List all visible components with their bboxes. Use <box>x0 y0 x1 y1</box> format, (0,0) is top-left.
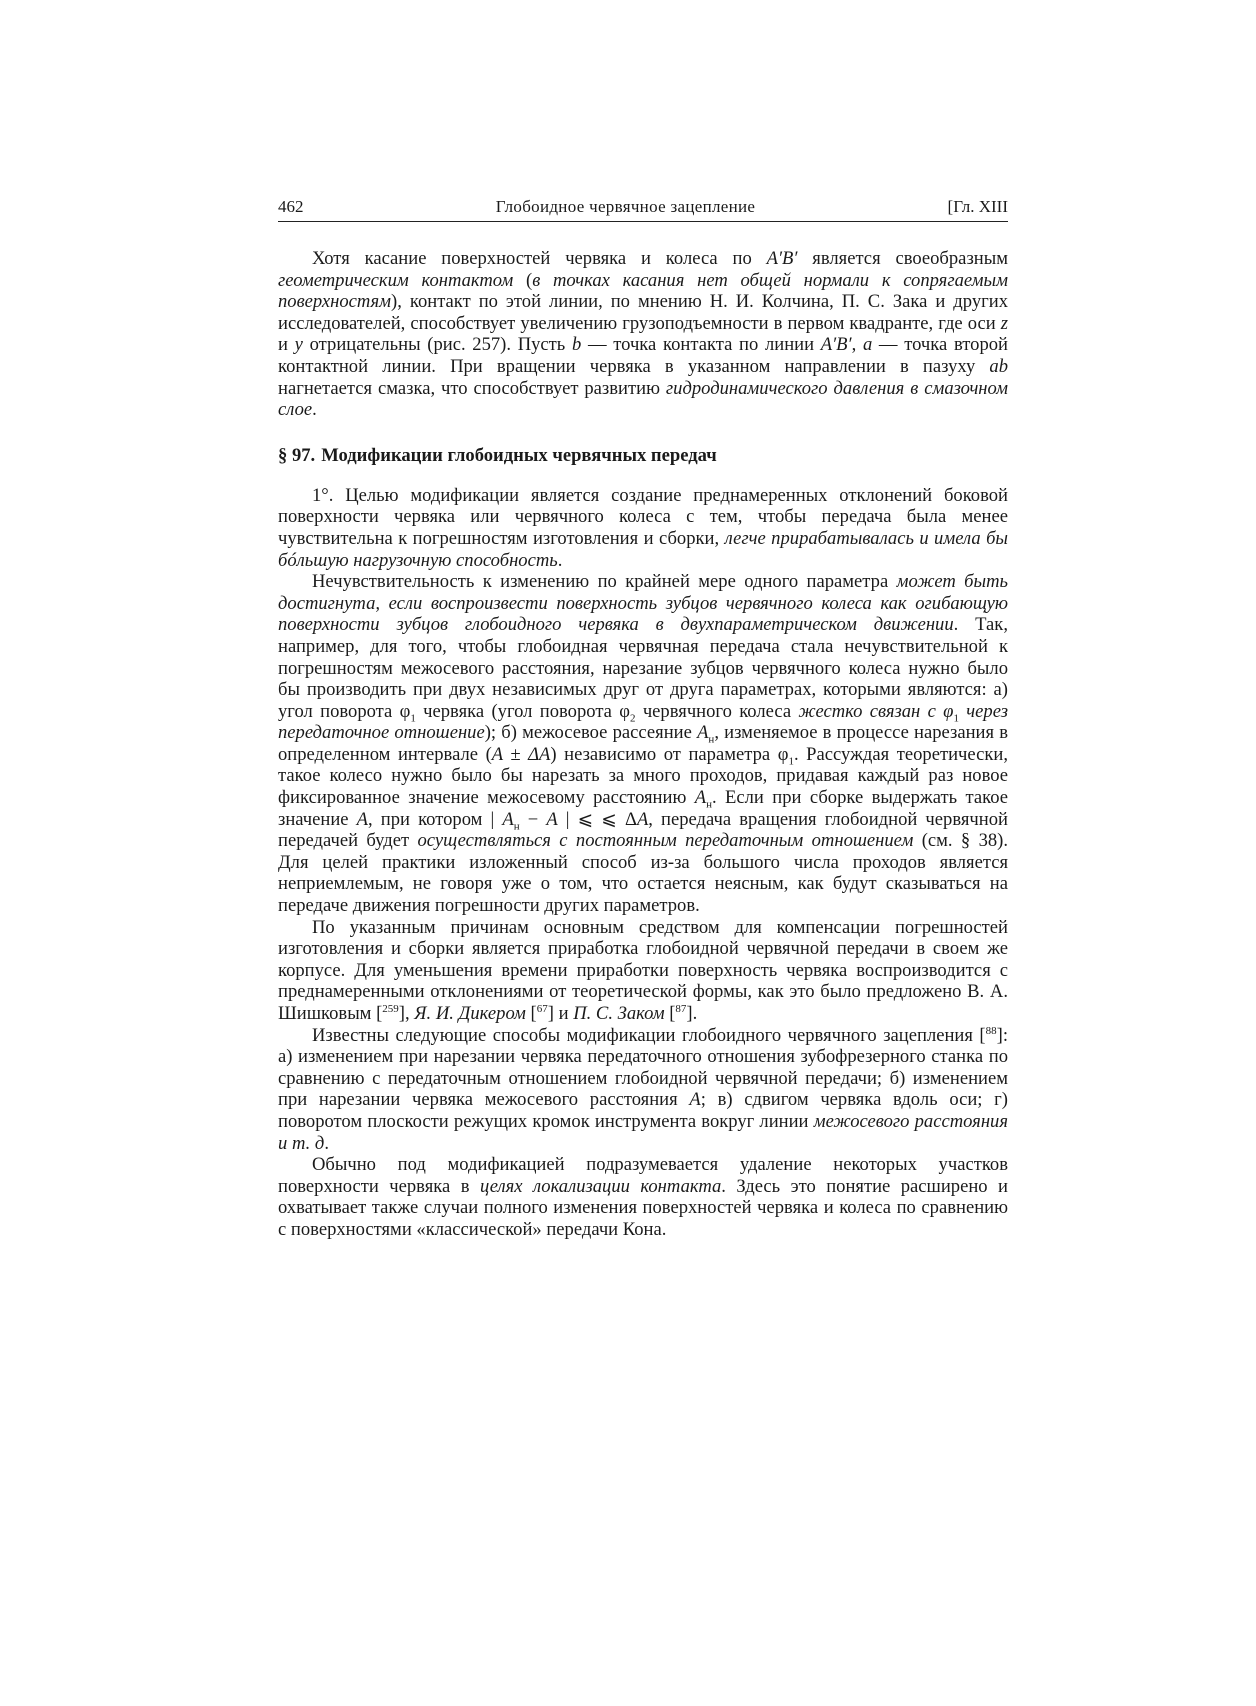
paragraph-localization: Обычно под модификацией подразумевается удаление некоторых участков поверхности червяка в целях локализации контакта. Здесь это понятие расширено и охватывает также случаи полного изменения поверхностей червяка и колеса по сравнению с поверхностями «классической» передачи Кона. <box>278 1154 1008 1240</box>
chapter-label: [Гл. XIII <box>947 197 1008 216</box>
paragraph-running-in: По указанным причинам основным средством для компенсации погрешностей изготовления и сборки является приработка глобоидной червячной передачи в своем же корпусе. Для уменьшения времени приработки поверхность червяка воспроизводится с преднамеренными отклонениями от теоретической формы, как это было предложено В. А. Шишковым [$^{259}$], Я. И. Дикером [$^{67}$] и П. С. Заком [$^{87}$]. <box>278 916 1008 1024</box>
paragraph-purpose: 1°. Целью модификации является создание преднамеренных отклонений боковой поверхности червяка или червячного колеса с тем, чтобы передача была менее чувствительна к погрешностям изготовления и сборки, легче прирабатывалась и имела бы бóльшую нагрузочную способность. <box>278 484 1009 571</box>
page <box>278 196 1008 1241</box>
running-title: Глобоидное червячное зацепление <box>495 197 756 216</box>
paragraph-methods: Известны следующие способы модификации глобоидного червячного зацепления [$^{88}$]: а) изменением при нарезании червяка передаточного отношения зубофрезерного станка по сравнению с передаточным отношением глобоидной червячной передачи; б) изменением при нарезании червяка межосевого расстояния A; в) сдвигом червяка вдоль оси; г) поворотом плоскости режущих кромок инструмента вокруг линии межосевого расстояния и т. д. <box>278 1024 1008 1154</box>
page-number: 462 <box>278 197 304 216</box>
paragraph-contact: Хотя касание поверхностей червяка и колеса по A′B′ является своеобразным геометрическим контактом (в точках касания нет общей нормали к сопрягаемым поверхностям), контакт по этой линии, по мнению Н. И. Колчина, П. С. Зака и других исследователей, способствует увеличению грузоподъемности в первом квадранте, где оси z и y отрицательны (рис. 257). Пусть b — точка контакта по линии A′B′, a — точка второй контактной линии. При вращении червяка в указанном направлении в пазуху ab нагнетается смазка, что способствует развитию гидродинамического давления в смазочном слое. <box>278 248 1008 421</box>
paragraph-insensitivity: Нечувствительность к изменению по крайней мере одного параметра может быть достигнута, если воспроизвести поверхность зубцов червячного колеса как огибающую поверхности зубцов глобоидного червяка в двухпараметрическом движении. Так, например, для того, чтобы глобоидная червячная передача стала нечувствительной к погрешностям межосевого расстояния, нарезание зубцов червячного колеса нужно было бы производить при двух независимых друг от друга параметрах, которыми являются: а) угол поворота $\varphi_1$ червяка (угол поворота $\varphi_2$ червячного колеса жестко связан с $\varphi_1$ через передаточное отношение); б) межосевое рассеяние $A_н$, изменяемое в процессе нарезания в определенном интервале (A ± ΔA) независимо от параметра $\varphi_1$. Рассуждая теоретически, такое колесо нужно было бы нарезать за много проходов, придавая каждый раз новое фиксированное значение межосевому расстоянию $A_н$. Если при сборке выдержать такое значение A, при котором | $A_н - A$ | ⩽ ⩽ ΔA, передача вращения глобоидной червячной передачей будет осуществляться с постоянным передаточным отношением (см. § 38). Для целей практики изложенный способ из-за большого числа проходов является неприемлемым, не говоря уже о том, что остается неясным, как будут сказываться на передаче движения погрешности других параметров. <box>278 571 1009 917</box>
running-header <box>278 196 1008 222</box>
section-title: Модификации глобоидных червячных передач <box>321 444 717 466</box>
section-heading <box>278 445 1008 467</box>
section-number: § 97. <box>278 444 316 466</box>
